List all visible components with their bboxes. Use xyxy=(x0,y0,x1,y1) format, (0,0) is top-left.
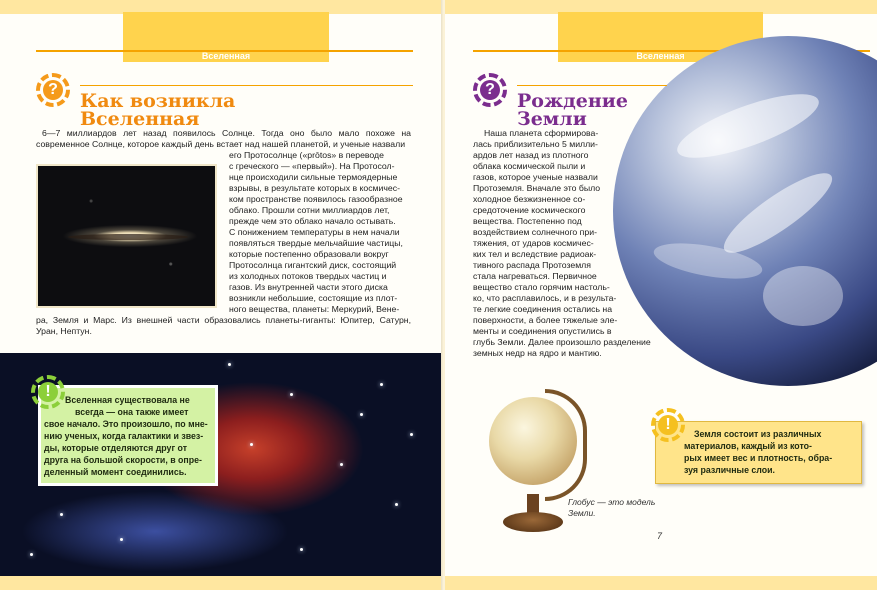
body-intro: 6—7 миллиардов лет назад появилось Солнце. Тогда оно было мало похоже на современное Солнце, которое каждый день встает над нашей планетой, и ученые назвали xyxy=(36,128,411,149)
fact-box xyxy=(38,385,218,486)
title-line-2: Земли xyxy=(517,108,587,130)
section-label: Вселенная xyxy=(636,51,685,61)
star xyxy=(290,393,293,396)
body-line: лась приблизительно 5 милли- xyxy=(473,139,598,149)
star xyxy=(30,553,33,556)
body-line: ко, что расплавилось, и в результа- xyxy=(473,293,617,303)
title-line-1: Как возникла xyxy=(80,90,236,112)
body-line: тяжения, от ударов космичес- xyxy=(473,238,594,248)
star xyxy=(250,443,253,446)
fact-line: Вселенная существовала не xyxy=(65,395,190,405)
body-line: ком пространстве появилось газообразное xyxy=(229,194,403,204)
body-line: стала нагреваться. Первичное xyxy=(473,271,597,281)
star xyxy=(395,503,398,506)
bottom-band xyxy=(0,576,443,590)
body-line: Наша планета сформирова- xyxy=(484,128,599,138)
page-title xyxy=(517,92,628,128)
body-line: вещества. Постепенно под xyxy=(473,216,582,226)
globe-meridian xyxy=(545,389,587,501)
star xyxy=(340,463,343,466)
star xyxy=(120,538,123,541)
fact-line: друга на большой скорости, в опре- xyxy=(44,455,202,465)
body-line: холодное безжизненное со- xyxy=(473,194,586,204)
galaxy-photo xyxy=(36,164,217,308)
bottom-band xyxy=(445,576,877,590)
right-page xyxy=(445,0,877,590)
body-line: средоточение космического xyxy=(473,205,586,215)
body-line: ардов лет назад из плотного xyxy=(473,150,589,160)
body-line: появляться твердые мельчайшие частицы, xyxy=(229,238,403,248)
earth-cloud xyxy=(671,82,826,171)
body-line: с греческого — «первый»). На Протосол- xyxy=(229,161,395,171)
globe-base xyxy=(503,512,563,532)
title-line-2: Вселенная xyxy=(80,108,200,130)
fact-line: нию ученых, когда галактики и звез- xyxy=(44,431,204,441)
title-rule xyxy=(517,85,667,86)
fact-line: рых имеет вес и плотность, обра- xyxy=(684,453,833,463)
exclamation-icon: ! xyxy=(651,408,685,442)
title-rule xyxy=(80,85,413,86)
caption-line: Глобус — это модель xyxy=(568,497,656,507)
question-icon: ? xyxy=(473,73,507,107)
body-line: газов. Из внутренней части этого диска xyxy=(229,282,388,292)
body-line: облако. Прошли сотни миллиардов лет, xyxy=(229,205,390,215)
earth-cloud xyxy=(715,162,841,264)
galaxy-dust-lane xyxy=(68,234,188,240)
question-icon: ? xyxy=(36,73,70,107)
caption-line: Земли. xyxy=(568,508,596,518)
fact-line: Земля состоит из различных xyxy=(694,429,822,439)
page-number: 7 xyxy=(657,531,663,541)
body-line: возникли небольшие, состоящие из плот- xyxy=(229,293,398,303)
body-line: менты и соединения опустились в xyxy=(473,326,612,336)
body-line: поверхности, а более тяжелые эле- xyxy=(473,315,618,325)
body-line: ких тел и вследствие радиоак- xyxy=(473,249,597,259)
body-line: тивного распада Протоземля xyxy=(473,260,591,270)
title-line-1: Рождение xyxy=(517,90,628,112)
body-line: земных недр на ядро и мантию. xyxy=(473,348,602,358)
star xyxy=(60,513,63,516)
fact-box xyxy=(655,421,862,484)
body-line: облака космической пыли и xyxy=(473,161,586,171)
star xyxy=(360,413,363,416)
figure-caption xyxy=(568,497,655,519)
earth-photo xyxy=(613,36,877,386)
star xyxy=(380,383,383,386)
fact-line: ды, которые отделяются друг от xyxy=(44,443,188,453)
page-title xyxy=(80,92,235,128)
fact-line: зуя различные слои. xyxy=(684,465,775,475)
body-line: С понижением температуры в нем начали xyxy=(229,227,400,237)
star xyxy=(228,363,231,366)
body-line: вещество стало горячим настоль- xyxy=(473,282,610,292)
body-line: газов, которое ученые назвали xyxy=(473,172,598,182)
fact-line: всегда — она также имеет xyxy=(75,407,189,417)
body-line: прежде чем это облако начало остывать. xyxy=(229,216,396,226)
body-line: Протосолнца гигантский диск, состоящий xyxy=(229,260,397,270)
body-line: нце происходили сильные термоядерные xyxy=(229,172,398,182)
body-line: те легкие соединения остались на xyxy=(473,304,613,314)
body-outro: ра, Земля и Марс. Из внешней части образовались планеты-гиганты: Юпитер, Сатурн, Уран, Нептун. xyxy=(36,315,411,336)
body-line: глубь Земли. Далее произошло разделение xyxy=(473,337,651,347)
globe-stem xyxy=(527,494,539,514)
earth-cyclone xyxy=(763,266,843,326)
fact-line: деленный момент соединились. xyxy=(44,467,187,477)
section-label: Вселенная xyxy=(201,51,251,61)
body-line: взрывы, в результате которых в космичес- xyxy=(229,183,400,193)
body-line: Протоземля. Вначале это было xyxy=(473,183,601,193)
body-line: которые постепенно образовали вокруг xyxy=(229,249,389,259)
star xyxy=(410,433,413,436)
fact-line: материалов, каждый из кото- xyxy=(684,441,812,451)
body-line: ного вещества, планеты: Меркурий, Вене- xyxy=(229,304,400,314)
fact-line: свое начало. Это произошло, по мне- xyxy=(44,419,208,429)
exclamation-icon: ! xyxy=(31,375,65,409)
body-line: его Протосолнце («prōtos» в переводе xyxy=(229,150,384,160)
star xyxy=(300,548,303,551)
body-line: из холодных потоков твердых частиц и xyxy=(229,271,387,281)
body-line: воздействием солнечного при- xyxy=(473,227,597,237)
